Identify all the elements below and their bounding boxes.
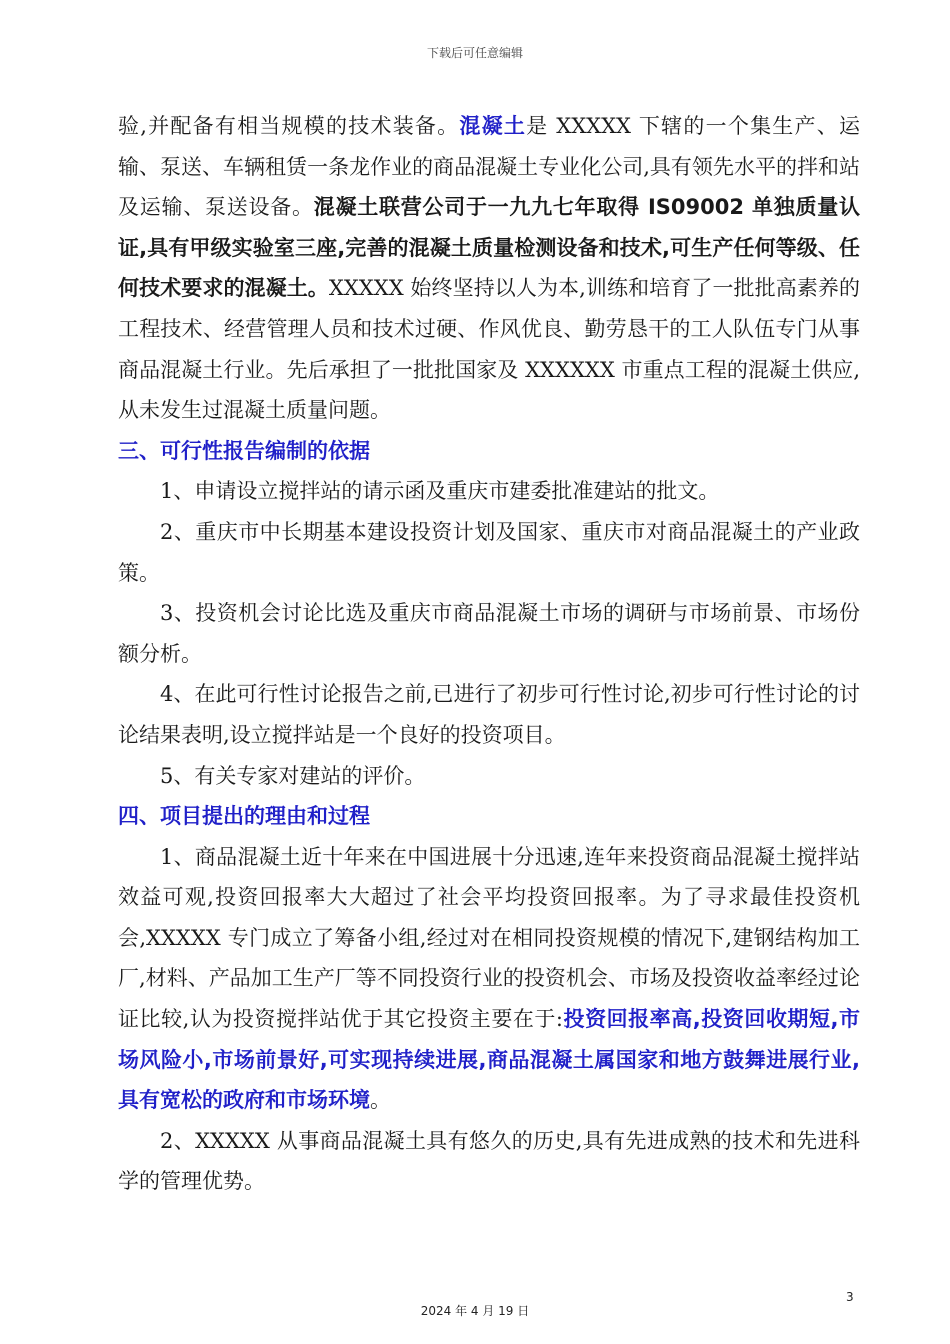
section-4-heading: 四、项目提出的理由和过程 (118, 804, 370, 829)
intro-bold-certification: 混凝土联营公司于一九九七年取得 IS09002 单独质量认证,具有甲级实验室三座,完善的混凝土质量检测设备和技术,可生产任何等级、任何技术要求的混凝土。 (118, 195, 860, 301)
intro-text-1: 验,并配备有相当规模的技术装备。 (118, 114, 460, 138)
section-3-item-4: 4、在此可行性讨论报告之前,已进行了初步可行性讨论,初步可行性讨论的讨论结果表明,设立搅拌站是一个良好的投资项目。 (118, 682, 860, 747)
page-number: 3 (846, 1290, 854, 1304)
intro-text-2: 是 XXXXX 下辖的一个集生产、运输、泵送、车辆租赁一条龙作业的商品混凝土专业化公司,具有领先水平的拌和站及运输、泵送设备。 (118, 114, 860, 220)
section-3-item-1: 1、申请设立搅拌站的请示函及重庆市建委批准建站的批文。 (160, 479, 720, 504)
section-4-item-1-highlight: 投资回报率高,投资回收期短,市场风险小,市场前景好,可实现持续进展,商品混凝土属国家和地方鼓舞进展行业,具有宽松的政府和市场环境 (118, 1007, 860, 1113)
section-3-item-2: 2、重庆市中长期基本建设投资计划及国家、重庆市对商品混凝土的产业政策。 (118, 519, 860, 585)
page-header: 下载后可任意编辑 (426, 46, 523, 60)
section-3-heading: 三、可行性报告编制的依据 (118, 438, 370, 463)
section-4-item-2: 2、XXXXX 从事商品混凝土具有悠久的历史,具有先进成熟的技术和先进科学的管理优势。 (118, 1128, 860, 1194)
footer-date: 2024 年 4 月 19 日 (420, 1304, 530, 1318)
section-3-item-3: 3、投资机会讨论比选及重庆市商品混凝土市场的调研与市场前景、市场份额分析。 (118, 601, 860, 666)
paragraph-company-intro (118, 106, 860, 431)
intro-highlight-concrete: 混凝土 (459, 114, 527, 138)
section-4-item-1 (118, 837, 860, 1121)
intro-text-3: XXXXX 始终坚持以人为本,训练和培育了一批批高素养的工程技术、经营管理人员和技术过硬、作风优良、勤劳恳干的工人队伍专门从事商品混凝土行业。先后承担了一批批国家及 XXXXXX 市重点工程的混凝土供应,从未发生过混凝土质量问题。 (118, 276, 860, 423)
section-4-item-1-text: 1、商品混凝土近十年来在中国进展十分迅速,连年来投资商品混凝土搅拌站效益可观,投资回报率大大超过了社会平均投资回报率。为了寻求最佳投资机会,XXXXX 专门成立了筹备小组,经过对在相同投资规模的情况下,建钢结构加工厂,材料、产品加工生产厂等不同投资行业的投资机会、市场及投资收益率经过论证比较,认为投资搅拌站优于其它投资主要在于: (118, 844, 860, 1032)
document-body (118, 106, 860, 1202)
section-4-item-1-end: 。 (370, 1088, 391, 1113)
section-3-item-5: 5、有关专家对建站的评价。 (160, 763, 426, 788)
